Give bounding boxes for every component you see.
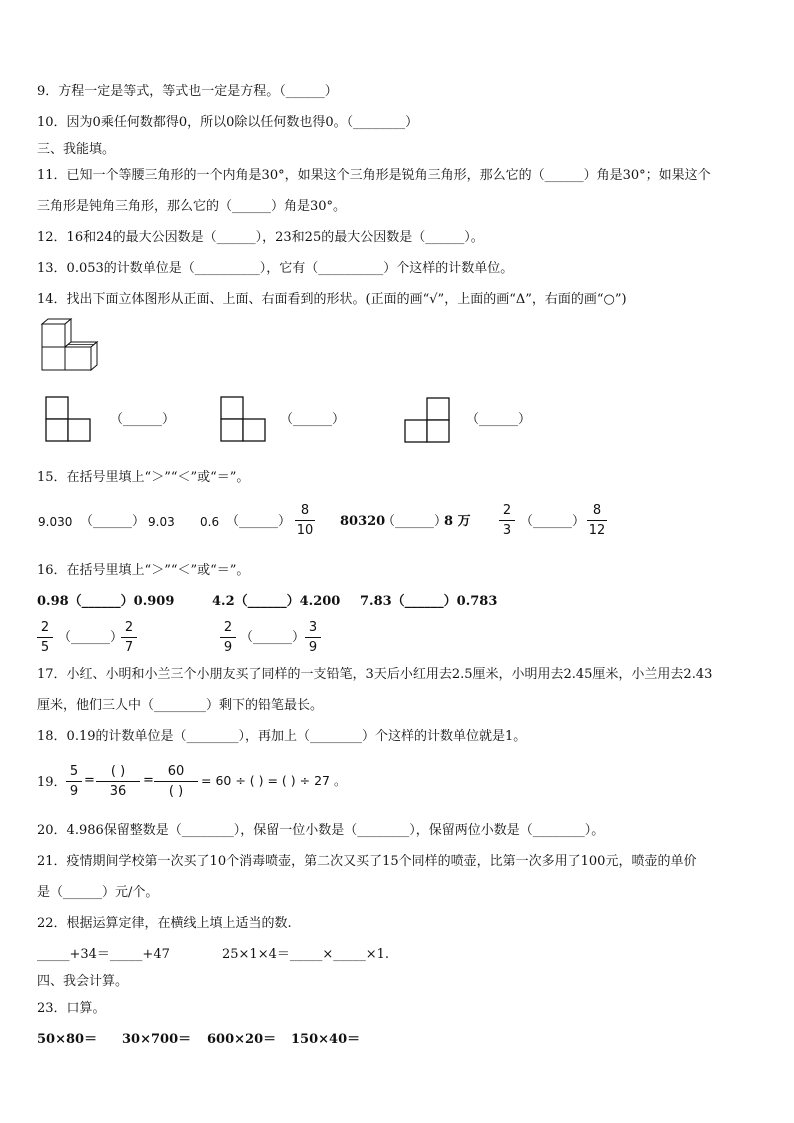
q14-answer-blank-1[interactable]: （______） bbox=[110, 412, 176, 427]
q15-b-denominator: 10 bbox=[296, 523, 314, 538]
question-20: 20．4.986保留整数是（________），保留一位小数是（________），保留两位小数是（________）。 bbox=[37, 823, 605, 838]
question-13: 13．0.053的计数单位是（__________），它有（__________）个这样的计数单位。 bbox=[37, 261, 514, 276]
q19-fraction-3 bbox=[154, 763, 198, 800]
q15-d-right-numerator: 8 bbox=[592, 503, 602, 518]
question-21-line-1: 21．疫情期间学校第一次买了10个消毒喷壶，第二次又买了15个同样的喷壶，比第一次多用了100元，喷壶的单价 bbox=[37, 854, 697, 869]
question-10: 10．因为0乘任何数都得0，所以0除以任何数也得0。（________） bbox=[37, 115, 419, 130]
view-shape-2 bbox=[220, 396, 268, 442]
q19-fraction-1 bbox=[66, 763, 82, 800]
q15-a-right: 9.03 bbox=[148, 515, 175, 529]
section-heading-4: 四、我会计算。 bbox=[37, 974, 129, 989]
view-shape-1 bbox=[45, 396, 93, 442]
section-heading-3: 三、我能填。 bbox=[37, 142, 116, 157]
q19-f2-denominator: 36 bbox=[109, 784, 127, 799]
q15-b-blank[interactable]: （______） bbox=[226, 514, 292, 529]
q16-e-right-denominator: 9 bbox=[308, 640, 318, 655]
q16-a: 0.98（______）0.909 bbox=[37, 594, 175, 609]
q23-item-1: 50×80＝ bbox=[37, 1032, 98, 1047]
question-22: 22．根据运算定律，在横线上填上适当的数. bbox=[37, 916, 292, 931]
question-19-label: 19． bbox=[37, 775, 67, 790]
q15-a-left: 9.030 bbox=[38, 515, 73, 529]
q16-e-numerator: 2 bbox=[223, 620, 233, 635]
q19-f1-numerator: 5 bbox=[69, 764, 79, 779]
q19-f3-denominator[interactable]: ( ) bbox=[168, 784, 184, 799]
q15-d-right-denominator: 12 bbox=[588, 523, 606, 538]
q23-item-3: 600×20＝ bbox=[207, 1032, 277, 1047]
q19-equals-1: = bbox=[84, 773, 95, 788]
q16-d-blank[interactable]: （______） bbox=[58, 630, 124, 645]
q15-d-fraction-left bbox=[499, 502, 515, 539]
q23-item-4: 150×40＝ bbox=[291, 1032, 361, 1047]
q22-a[interactable]: _____+34＝_____+47 bbox=[37, 947, 170, 962]
q19-f1-denominator: 9 bbox=[69, 784, 79, 799]
question-17-line-2: 厘米，他们三人中（________）剩下的铅笔最长。 bbox=[37, 698, 324, 713]
q14-answer-blank-3[interactable]: （______） bbox=[466, 412, 532, 427]
q14-answer-blank-2[interactable]: （______） bbox=[280, 412, 346, 427]
q16-b: 4.2（______）4.200 bbox=[212, 594, 341, 609]
q15-c-blank[interactable]: （______） bbox=[382, 514, 448, 529]
q15-d-numerator: 2 bbox=[502, 503, 512, 518]
question-23: 23．口算。 bbox=[37, 1001, 106, 1016]
q16-e-right-numerator: 3 bbox=[308, 620, 318, 635]
q19-f2-numerator[interactable]: ( ) bbox=[110, 764, 126, 779]
question-14: 14．找出下面立体图形从正面、上面、右面看到的形状。(正面的画“√”，上面的画“Δ”，右面的画“○”) bbox=[37, 292, 627, 307]
question-11-line-1: 11．已知一个等腰三角形的一个内角是30°，如果这个三角形是锐角三角形，那么它的（______）角是30°；如果这个 bbox=[37, 168, 711, 183]
q23-item-2: 30×700＝ bbox=[122, 1032, 192, 1047]
q15-a-blank[interactable]: （______） bbox=[80, 514, 146, 529]
q16-d-fraction-right bbox=[121, 619, 137, 656]
q16-d-numerator: 2 bbox=[40, 620, 50, 635]
question-18: 18．0.19的计数单位是（________），再加上（________）个这样的计数单位就是1。 bbox=[37, 729, 527, 744]
solid-figure bbox=[40, 318, 104, 374]
question-12: 12．16和24的最大公因数是（______），23和25的最大公因数是（______）。 bbox=[37, 230, 484, 245]
q19-fraction-2 bbox=[96, 763, 140, 800]
q15-b-fraction bbox=[295, 502, 315, 539]
question-21-line-2: 是（______）元/个。 bbox=[37, 885, 159, 900]
q15-d-fraction-right bbox=[587, 502, 607, 539]
q16-e-fraction-left bbox=[220, 619, 236, 656]
question-17-line-1: 17．小红、小明和小兰三个小朋友买了同样的一支铅笔，3天后小红用去2.5厘米，小明用去2.45厘米，小兰用去2.43 bbox=[37, 667, 713, 682]
question-9: 9．方程一定是等式，等式也一定是方程。（______） bbox=[37, 84, 338, 99]
q19-tail[interactable]: = 60 ÷ ( ) = ( ) ÷ 27 。 bbox=[201, 773, 347, 788]
question-15: 15．在括号里填上“＞”“＜”或“＝”。 bbox=[37, 470, 250, 485]
q15-d-blank[interactable]: （______） bbox=[520, 514, 586, 529]
q16-e-blank[interactable]: （______） bbox=[240, 630, 306, 645]
q16-d-denominator: 5 bbox=[40, 640, 50, 655]
view-shape-3 bbox=[404, 397, 452, 443]
q15-b-left: 0.6 bbox=[200, 515, 220, 529]
q19-f3-numerator: 60 bbox=[167, 764, 185, 779]
q19-equals-2: = bbox=[143, 773, 154, 788]
q16-c: 7.83（______）0.783 bbox=[360, 594, 498, 609]
question-16: 16．在括号里填上“＞”“＜”或“＝”。 bbox=[37, 563, 250, 578]
q16-d-right-denominator: 7 bbox=[124, 640, 134, 655]
q15-b-numerator: 8 bbox=[300, 503, 310, 518]
q16-e-denominator: 9 bbox=[223, 640, 233, 655]
q15-d-denominator: 3 bbox=[502, 523, 512, 538]
q16-d-right-numerator: 2 bbox=[124, 620, 134, 635]
question-11-line-2: 三角形是钝角三角形，那么它的（______）角是30°。 bbox=[37, 199, 347, 214]
q22-b[interactable]: 25×1×4＝_____×_____×1. bbox=[222, 947, 390, 962]
q15-c-right: 8 万 bbox=[444, 514, 471, 529]
q15-c-left: 80320 bbox=[340, 514, 386, 529]
q16-d-fraction-left bbox=[37, 619, 53, 656]
q16-e-fraction-right bbox=[305, 619, 321, 656]
